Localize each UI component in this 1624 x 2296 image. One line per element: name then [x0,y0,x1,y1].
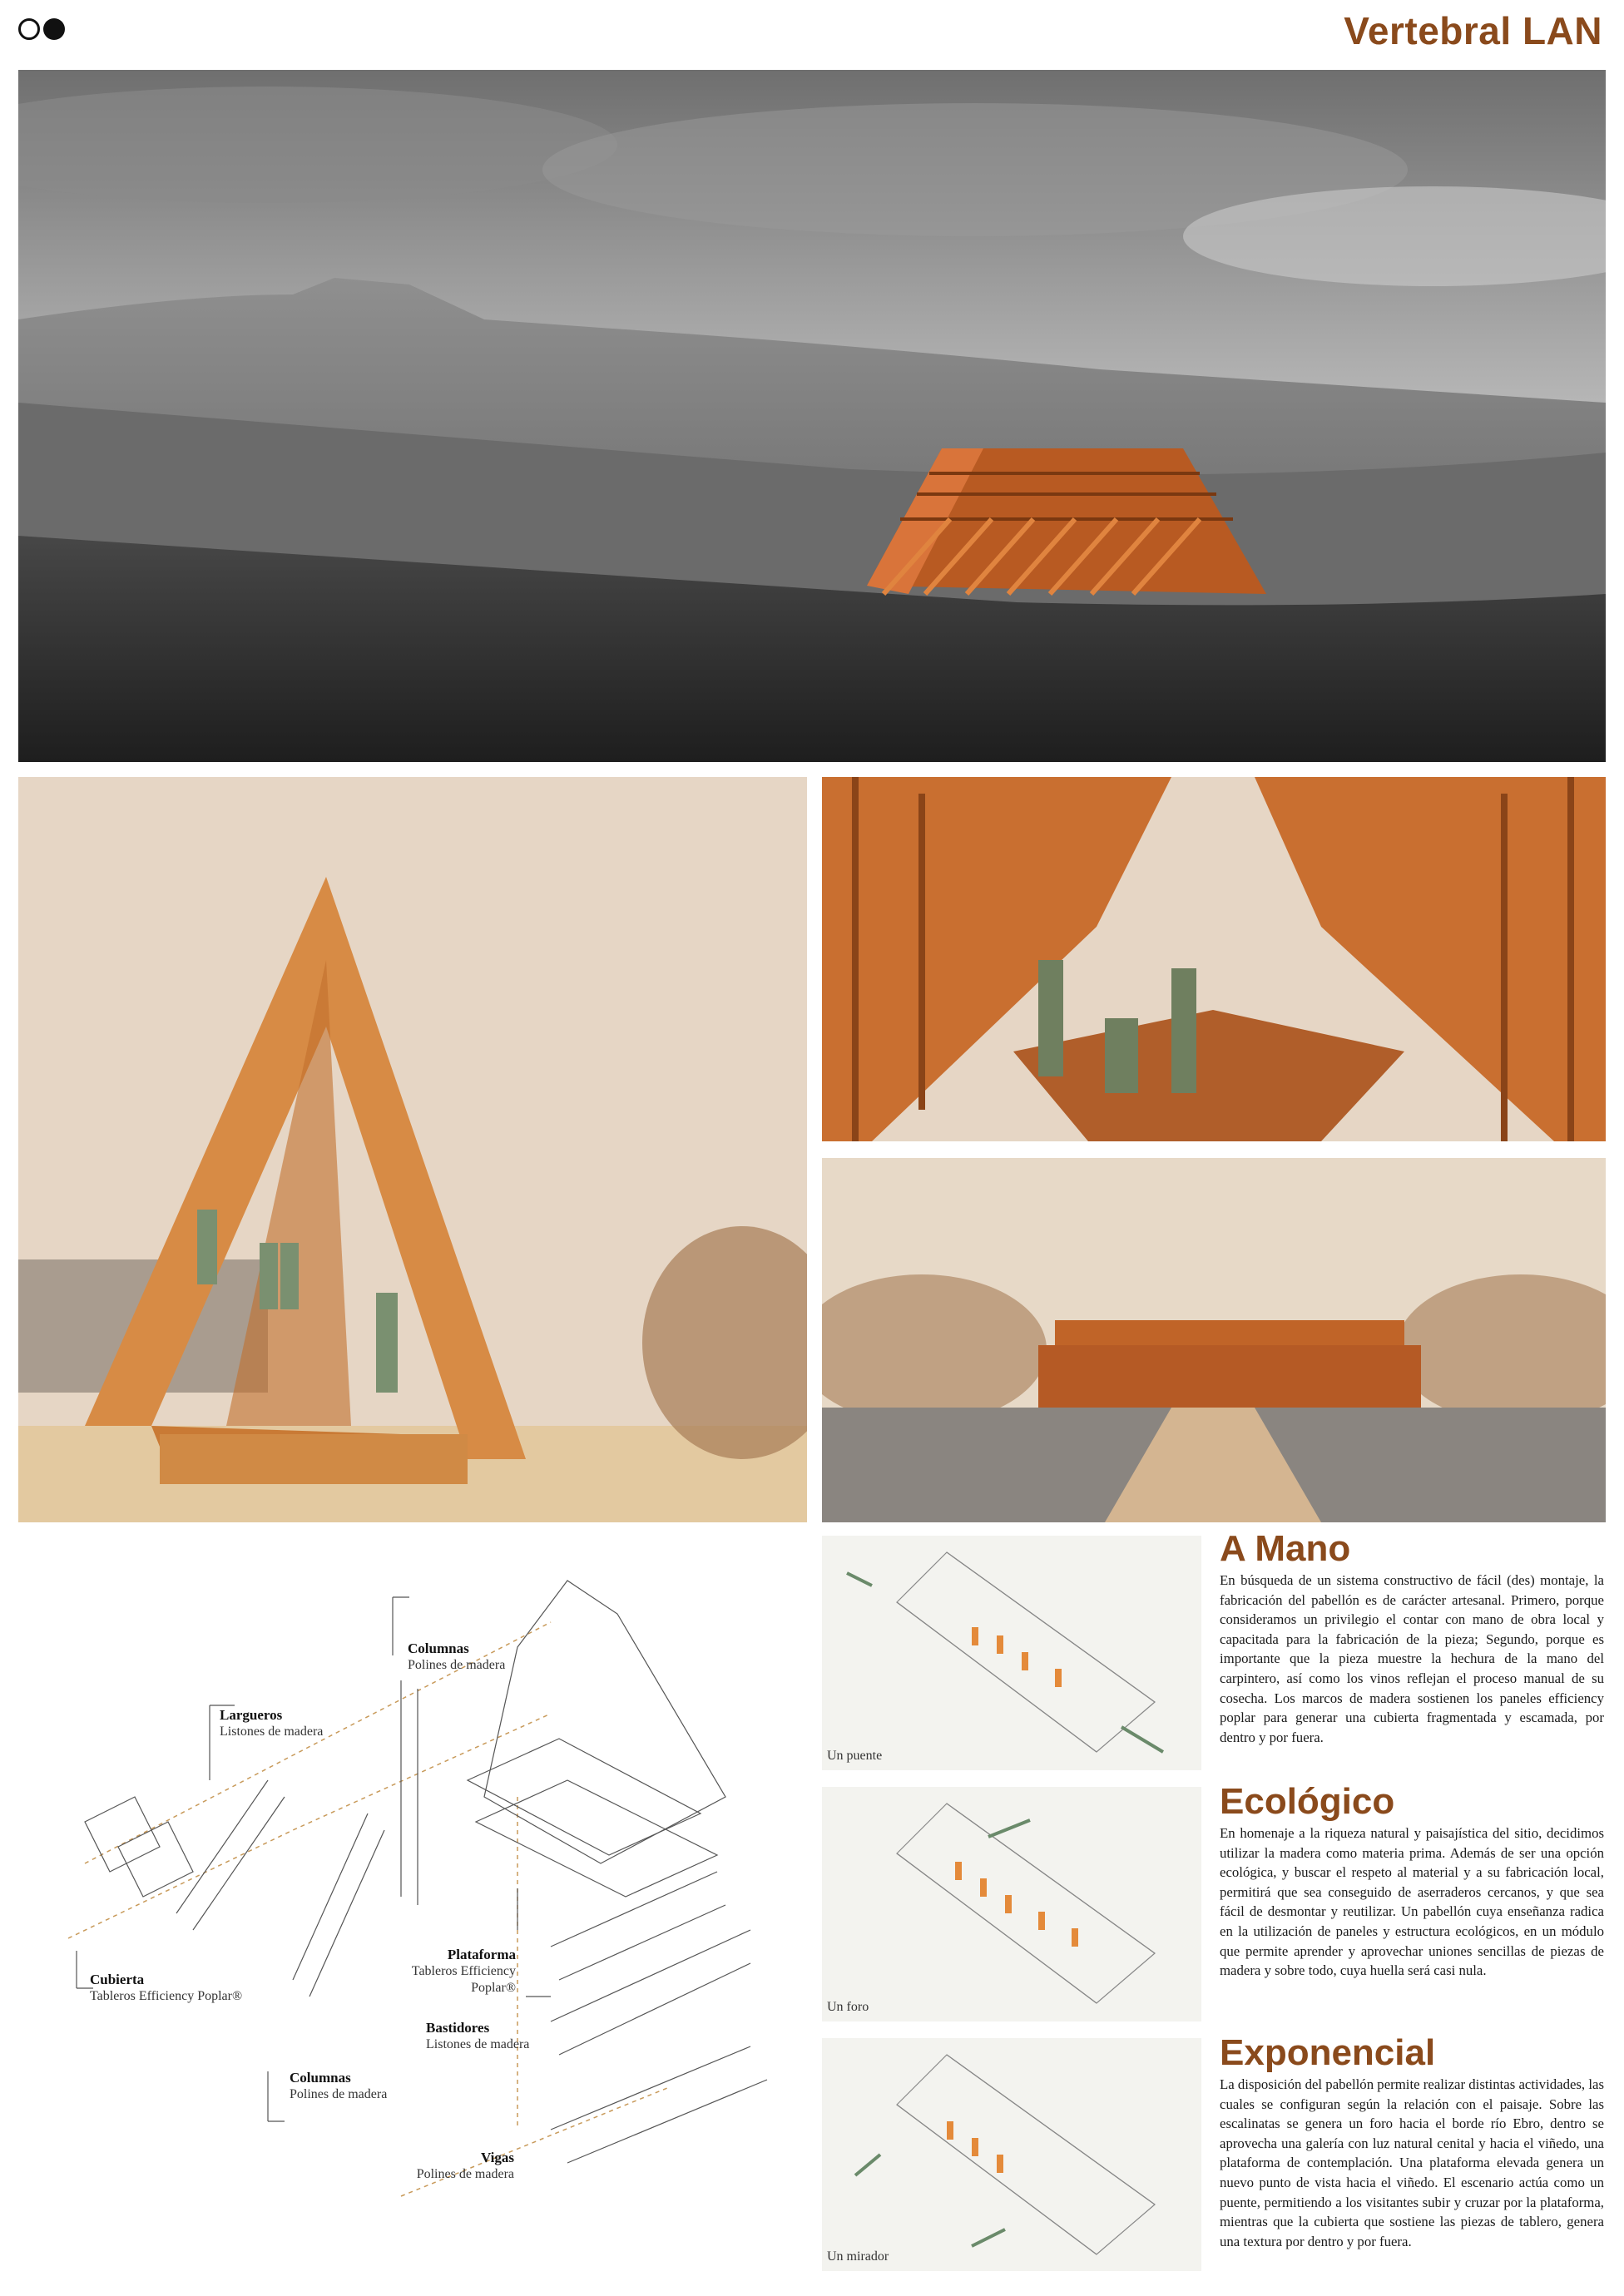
label-columnas-top [408,1640,505,1674]
label-cubierta-title: Cubierta [90,1972,145,1987]
label-columnas-bottom [290,2070,387,2103]
section-text-ecologico: En homenaje a la riqueza natural y paisajística del sitio, decidimos utilizar la madera como materia prima. Además de ser una opción ecológica, y buscar el respeto al material y a su fabricación local, permitirá que sea conseguido de aserraderos cercanos, y que sea fácil de desmontar y reutilizar. Un pabellón cuya enseñanza radica en la utilización de paneles y estructura ecológicos, en un módulo que permite aprender y aprovechar uniones sencillas de piezas de madera y sobre todo, cuya huella será casi nula. [1220,1825,1604,1979]
label-plataforma-title: Plataforma [447,1947,516,1962]
label-columnas-bottom-sub: Polines de madera [290,2087,388,2101]
label-plataforma [366,1947,516,1997]
label-vigas-sub: Polines de madera [416,2167,514,2181]
label-vigas [413,2150,514,2183]
hero-landscape-image [18,70,1606,762]
pavilion-vineyard-render [822,1158,1606,1522]
section-title-a-mano: A Mano [1220,1528,1351,1569]
label-bastidores-sub: Listones de madera [426,2037,530,2051]
label-cubierta [90,1972,242,2005]
pavilion-front-render [18,777,807,1522]
section-title-ecologico: Ecológico [1220,1781,1395,1822]
label-bastidores [426,2020,529,2053]
logo-filled-circle [43,18,65,40]
pavilion-interior-render [822,777,1606,1141]
label-cubierta-sub: Tableros Efficiency Poplar® [90,1989,243,2003]
label-plataforma-sub: Tableros Efficiency Poplar® [411,1964,516,1995]
label-vigas-title: Vigas [481,2150,514,2165]
label-columnas-top-sub: Polines de madera [408,1658,506,1672]
section-text-exponencial: La disposición del pabellón permite realizar distintas actividades, las cuales se configuran según la relación con el paisaje. Sobre las escalinatas se genera un foro hacia el borde río Ebro, dentro se aprovecha una galería con luz natural cenital y hacia el viñedo, una plataforma de contemplación. Una plataforma elevada genera un nuevo punto de vista hacia el viñedo. El escenario actúa como un puente, permitiendo a los visitantes subir y cruzar por la plataforma, mientras que la cubierta que sostiene las piezas de tablero, genera una textura por dentro y por fuera. [1220,2076,1604,2249]
page-title: Vertebral LAN [1344,9,1602,52]
label-largueros [220,1707,323,1740]
section-text-a-mano: En búsqueda de un sistema constructivo de fácil (des) montaje, la fabricación del pabellón es de carácter artesanal. Primero, porque consideramos un privilegio el contar con mano de obra local y capacitada para la fabricación de la pieza; Segundo, porque es importante que la pieza muestre la hechura de la mano del carpintero, así como los vinos reflejan el proceso manual de su cosecha. Los marcos de madera sostienen los paneles efficiency poplar para generar una cubierta fragmentada y escamada, por dentro y por fuera. [1220,1572,1604,1745]
diagram-puente [822,1536,1201,1770]
diagram-puente-label: Un puente [827,1749,883,1763]
diagram-foro [822,1787,1201,2021]
diagram-foro-label: Un foro [827,2000,869,2014]
logo-outline-circle [18,18,40,40]
label-columnas-top-title: Columnas [408,1640,469,1656]
label-largueros-sub: Listones de madera [220,1724,324,1739]
label-bastidores-title: Bastidores [426,2020,490,2036]
label-largueros-title: Largueros [220,1707,283,1723]
label-columnas-bottom-title: Columnas [290,2070,351,2086]
diagram-mirador-label: Un mirador [827,2249,889,2264]
section-title-exponencial: Exponencial [1220,2032,1436,2073]
diagram-mirador [822,2038,1201,2271]
